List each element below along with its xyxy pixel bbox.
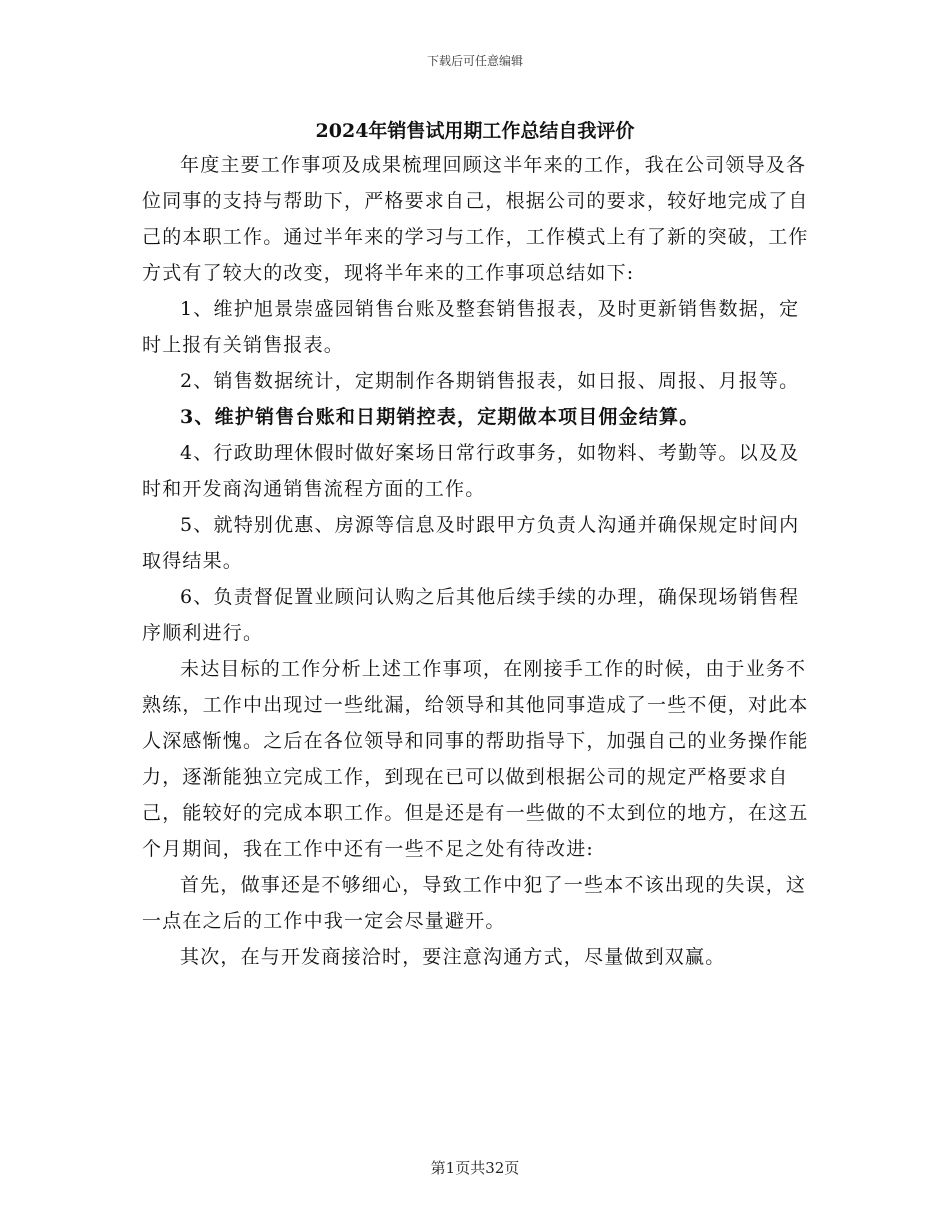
paragraph-intro: 年度主要工作事项及成果梳理回顾这半年来的工作，我在公司领导及各位同事的支持与帮助下，严格要求自己，根据公司的要求，较好地完成了自己的本职工作。通过半年来的学习与工作，工作模式上有了新的突破，工作方式有了较大的改变，现将半年来的工作事项总结如下:: [142, 154, 809, 284]
paragraph-item-3: 3、维护销售台账和日期销控表，定期做本项目佣金结算。: [180, 406, 700, 428]
paragraph-item-1: 1、维护旭景崇盛园销售台账及整套销售报表，及时更新销售数据，定时上报有关销售报表。: [142, 298, 800, 356]
paragraph-item-2: 2、销售数据统计，定期制作各期销售报表，如日报、周报、月报等。: [180, 370, 800, 392]
document-body: [142, 147, 810, 975]
document-title: 2024年销售试用期工作总结自我评价: [315, 120, 635, 142]
paragraph-item-5: 5、就特别优惠、房源等信息及时跟甲方负责人沟通并确保规定时间内取得结果。: [142, 514, 800, 572]
paragraph-analysis: 未达目标的工作分析上述工作事项，在刚接手工作的时候，由于业务不熟练，工作中出现过一些纰漏，给领导和其他同事造成了一些不便，对此本人深感惭愧。之后在各位领导和同事的帮助指导下，加强自己的业务操作能力，逐渐能独立完成工作，到现在已可以做到根据公司的规定严格要求自己，能较好的完成本职工作。但是还是有一些做的不太到位的地方，在这五个月期间，我在工作中还有一些不足之处有待改进:: [142, 658, 809, 860]
page-header: 下载后可任意编辑: [426, 54, 523, 68]
paragraph-first: 首先，做事还是不够细心，导致工作中犯了一些本不该出现的失误，这一点在之后的工作中我一定会尽量避开。: [142, 874, 807, 932]
paragraph-item-6: 6、负责督促置业顾问认购之后其他后续手续的办理，确保现场销售程序顺利进行。: [142, 586, 800, 644]
page-number-footer: 第1页共32页: [430, 1159, 520, 1177]
paragraph-item-4: 4、行政助理休假时做好案场日常行政事务，如物料、考勤等。以及及时和开发商沟通销售流程方面的工作。: [142, 442, 800, 500]
paragraph-second: 其次，在与开发商接洽时，要注意沟通方式，尽量做到双赢。: [180, 946, 726, 968]
